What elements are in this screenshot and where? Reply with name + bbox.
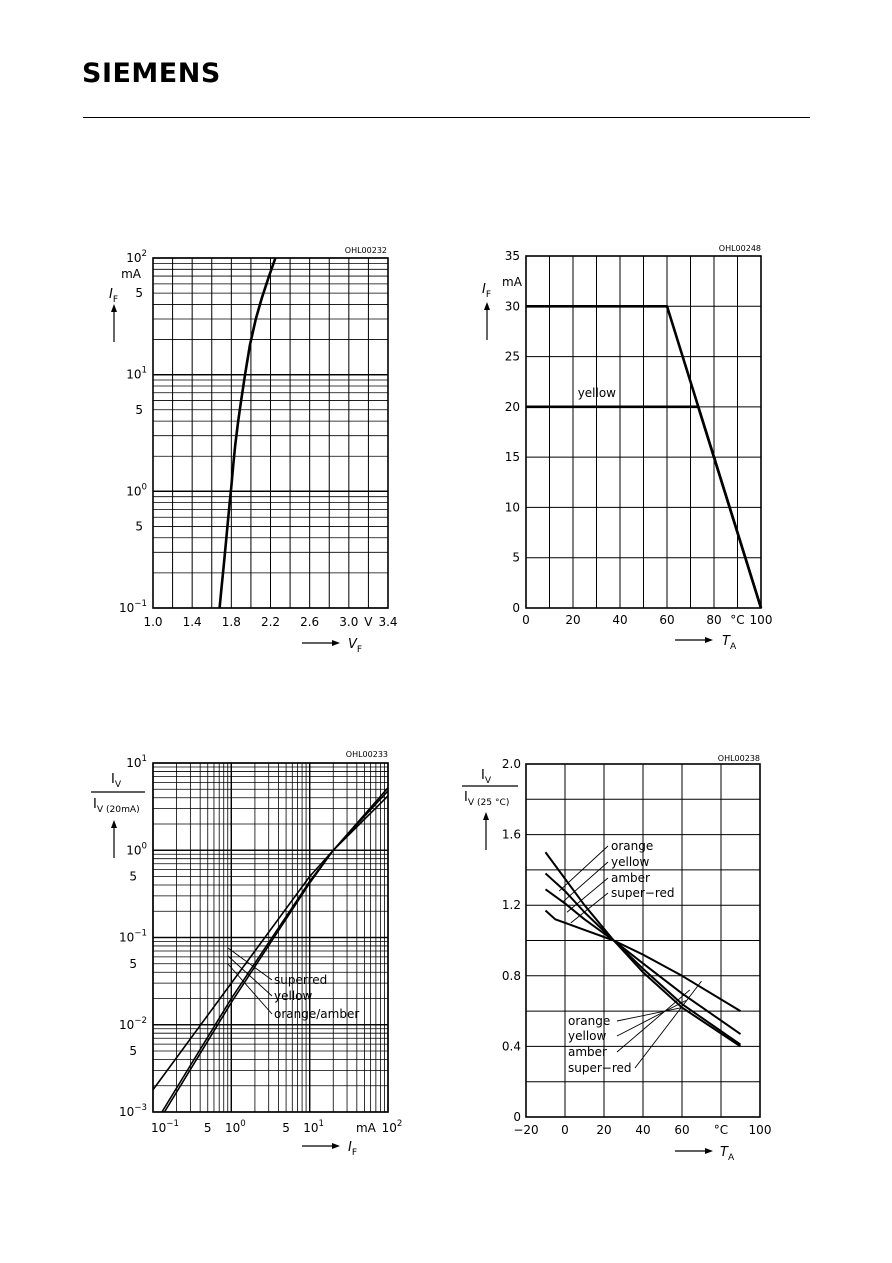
- y-tick-label: 5: [135, 286, 143, 301]
- x-unit: mA: [355, 1121, 376, 1135]
- y-axis-label-numerator: $I_V$: [481, 768, 492, 786]
- y-axis-arrow: [484, 302, 490, 340]
- y-tick-label: $10^{-2}$: [119, 1015, 147, 1032]
- y-tick-label: $10^{-1}$: [119, 928, 147, 945]
- y-axis-arrow: [111, 820, 117, 858]
- x-axis-label: $I_F$: [348, 1140, 358, 1158]
- y-tick-label: 5: [135, 519, 143, 534]
- x-tick-label: $10^2$: [381, 1119, 403, 1135]
- y-tick-label: 5: [135, 402, 143, 417]
- y-tick-label: $10^1$: [126, 365, 147, 382]
- x-tick-label: 3.0: [339, 615, 359, 629]
- x-tick-label: 1.8: [221, 615, 241, 629]
- x-tick-label: 1.0: [143, 615, 163, 629]
- x-tick-label: 1.4: [182, 615, 202, 629]
- series-label: yellow: [274, 989, 313, 1003]
- y-tick-label: $10^2$: [126, 249, 147, 265]
- x-tick-label: 2.6: [300, 615, 320, 629]
- y-axis-arrow: [483, 812, 489, 850]
- chart-relative-intensity-temperature: [462, 754, 771, 1163]
- x-tick-label: 100: [748, 1123, 772, 1137]
- x-tick-label: °C: [730, 613, 745, 627]
- y-tick-label: $10^{-3}$: [119, 1103, 147, 1119]
- x-tick-label: $10^0$: [224, 1119, 246, 1135]
- series-label: super−red: [568, 1061, 632, 1075]
- y-axis-label-denominator: $I_{V (25 ^\circ C)}$: [464, 790, 510, 808]
- x-tick-label: 0: [561, 1123, 569, 1137]
- x-axis-arrow: [302, 1143, 340, 1149]
- leader-line: [617, 1001, 686, 1036]
- arrow-head: [484, 302, 490, 310]
- y-tick-label: 1.2: [501, 898, 521, 913]
- siemens-logo: SIEMENS: [82, 58, 221, 89]
- arrow-head: [332, 1143, 340, 1149]
- y-tick-label: $10^0$: [126, 482, 147, 499]
- y-tick-label: 20: [504, 399, 520, 414]
- y-tick-label: $10^1$: [126, 754, 147, 770]
- arrow-head: [705, 637, 713, 643]
- y-tick-label: 25: [504, 349, 520, 364]
- x-axis-arrow: [675, 1148, 713, 1154]
- series-label: yellow: [568, 1029, 607, 1043]
- y-tick-label: 35: [504, 249, 520, 263]
- y-unit: mA: [502, 275, 522, 289]
- x-tick-label: 100: [749, 613, 773, 627]
- x-tick-label: $10^{-1}$: [151, 1119, 179, 1135]
- series-label: amber: [568, 1045, 607, 1059]
- series-label: super−red: [611, 886, 675, 900]
- leader-line: [617, 990, 690, 1052]
- series-label: orange: [568, 1014, 611, 1028]
- x-tick-label: 0: [522, 613, 530, 627]
- series-line: [164, 788, 388, 1112]
- x-axis-arrow: [302, 640, 340, 646]
- y-tick-label: 10: [504, 500, 520, 515]
- x-tick-label: V: [364, 615, 373, 629]
- x-tick-label: 5: [203, 1121, 212, 1135]
- y-tick-label: 1.6: [501, 827, 521, 842]
- x-tick-label: 20: [596, 1123, 612, 1137]
- y-tick-label: 5: [129, 869, 137, 884]
- x-tick-label: 2.2: [260, 615, 281, 629]
- series-label: orange: [611, 839, 654, 853]
- y-tick-label: 30: [504, 299, 520, 314]
- y-unit: mA: [121, 267, 141, 281]
- x-tick-label: $10^1$: [303, 1119, 325, 1135]
- y-tick-label: 5: [512, 550, 520, 565]
- x-tick-label: 20: [565, 613, 581, 627]
- x-axis-label: $T_A$: [722, 634, 737, 652]
- y-tick-label: $10^0$: [126, 841, 147, 858]
- y-axis-label: $I_F$: [109, 287, 119, 305]
- top-label-4: [571, 886, 675, 923]
- chart-forward-current: [109, 246, 398, 655]
- chart-code: OHL00238: [717, 754, 760, 763]
- arrow-head: [111, 304, 117, 312]
- chart-code: OHL00233: [345, 750, 388, 759]
- chart-code: OHL00248: [718, 244, 761, 253]
- y-tick-label: 0.4: [501, 1039, 521, 1054]
- leader-line: [228, 956, 272, 996]
- x-tick-label: 80: [706, 613, 722, 627]
- x-tick-label: 60: [659, 613, 675, 627]
- series-label: yellow: [611, 855, 650, 869]
- arrow-head: [332, 640, 340, 646]
- series-label: superred: [274, 973, 328, 987]
- y-tick-label: 2.0: [501, 757, 521, 771]
- y-tick-label: 0: [513, 1110, 521, 1124]
- x-tick-label: 40: [635, 1123, 651, 1137]
- chart-code: OHL00232: [344, 246, 387, 255]
- x-axis-arrow: [675, 637, 713, 643]
- chart-max-current: [482, 244, 772, 652]
- series-line: [220, 258, 276, 608]
- series-label: amber: [611, 871, 650, 885]
- x-tick-label: 60: [674, 1123, 690, 1137]
- x-tick-label: 3.4: [378, 615, 398, 629]
- arrow-head: [705, 1148, 713, 1154]
- chart-relative-intensity-current: [91, 750, 402, 1158]
- y-axis-arrow: [111, 304, 117, 342]
- x-axis-label: $V_F$: [348, 637, 363, 655]
- y-tick-label: 5: [129, 1044, 137, 1059]
- y-tick-label: 0.8: [501, 968, 521, 983]
- y-axis-label-numerator: $I_V$: [111, 772, 122, 790]
- x-axis-label: $T_A$: [720, 1145, 735, 1163]
- y-axis-label: $I_F$: [482, 282, 492, 300]
- arrow-head: [111, 820, 117, 828]
- y-axis-label-denominator: $I_{V (20mA)}$: [93, 797, 140, 815]
- x-tick-label: 5: [282, 1121, 290, 1135]
- x-tick-label: °C: [713, 1123, 729, 1137]
- x-tick-label: −20: [513, 1123, 539, 1137]
- series-label: orange/amber: [274, 1007, 360, 1021]
- y-tick-label: 5: [129, 956, 137, 971]
- y-tick-label: 0: [512, 601, 520, 615]
- y-tick-label: 15: [504, 450, 520, 465]
- x-tick-label: 40: [612, 613, 628, 627]
- y-tick-label: $10^{-1}$: [119, 599, 147, 615]
- leader-line: [567, 878, 608, 912]
- arrow-head: [483, 812, 489, 820]
- series-label: yellow: [577, 385, 617, 400]
